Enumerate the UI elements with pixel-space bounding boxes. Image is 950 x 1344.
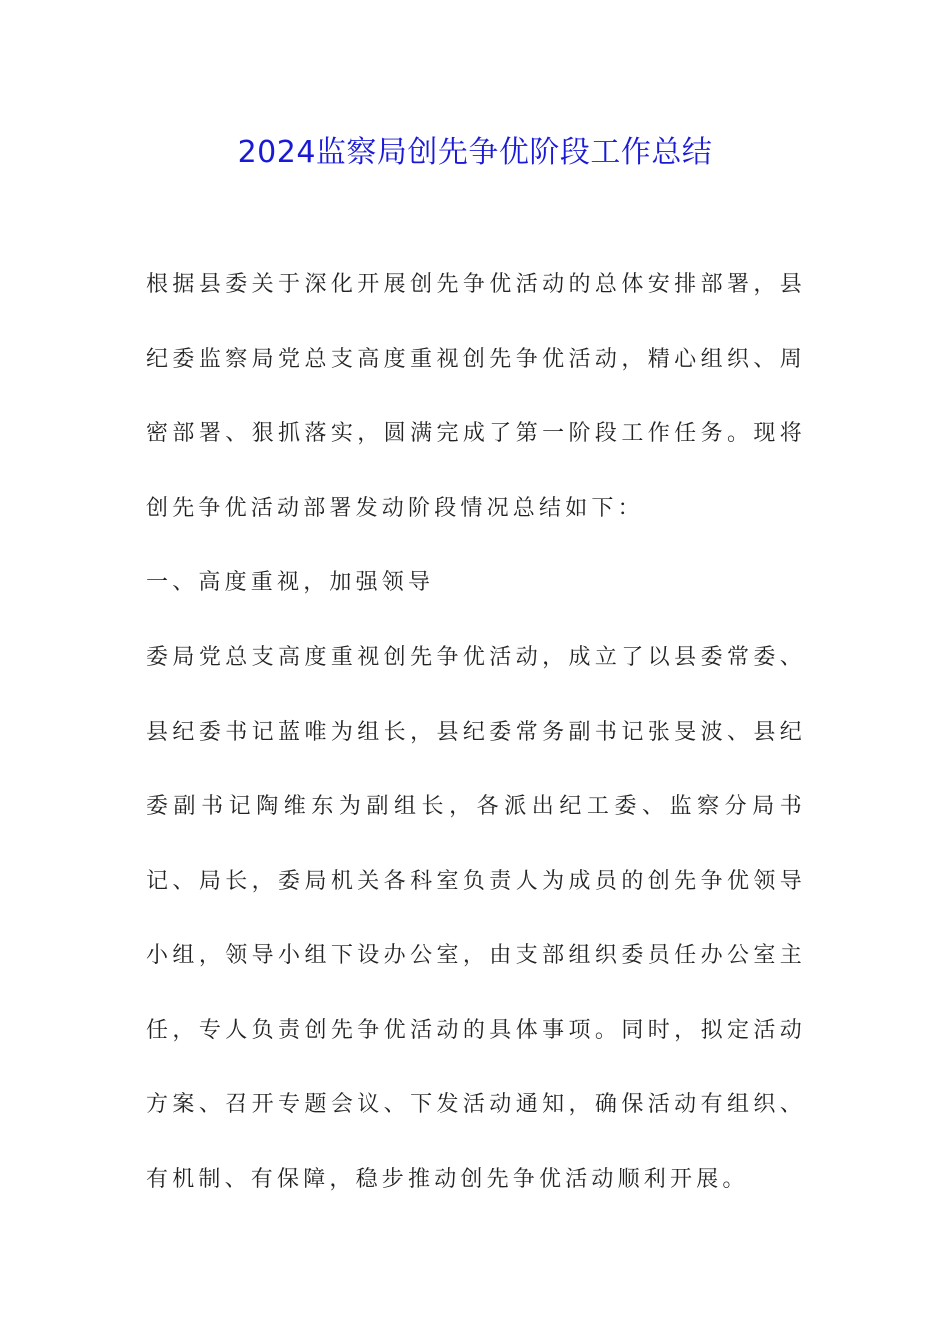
- intro-paragraph: 根据县委关于深化开展创先争优活动的总体安排部署，县纪委监察局党总支高度重视创先争优活动，精心组织、周密部署、狠抓落实，圆满完成了第一阶段工作任务。现将创先争优活动部署发动阶段情况总结如下：: [146, 272, 806, 521]
- document-title: 2024监察局创先争优阶段工作总结: [237, 135, 713, 170]
- section-paragraph: 委局党总支高度重视创先争优活动，成立了以县委常委、县纪委书记蓝唯为组长，县纪委常务副书记张旻波、县纪委副书记陶维东为副组长，各派出纪工委、监察分局书记、局长，委局机关各科室负责人为成员的创先争优领导小组，领导小组下设办公室，由支部组织委员任办公室主任，专人负责创先争优活动的具体事项。同时，拟定活动方案、召开专题会议、下发活动通知，确保活动有组织、有机制、有保障，稳步推动创先争优活动顺利开展。: [146, 645, 806, 1192]
- section-heading: 一、高度重视，加强领导: [146, 570, 435, 595]
